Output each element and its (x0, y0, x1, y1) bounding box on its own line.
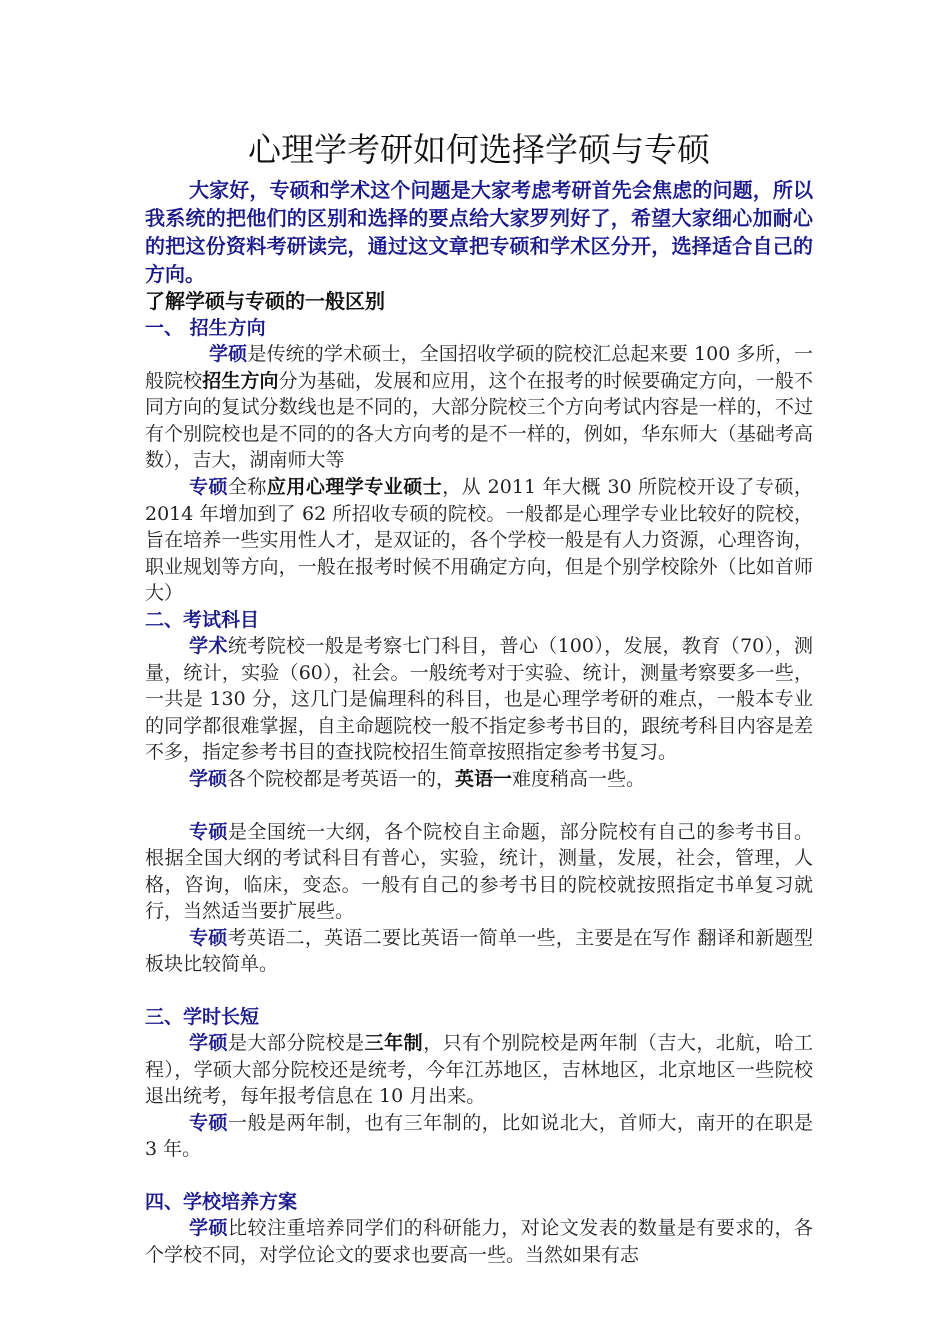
keyword: 专硕 (189, 820, 229, 843)
text: ，从 2011 年大概 30 所院校开设了专硕，2014 年增加到了 62 所招收专硕的院校。一般都是心理学专业比较好的院校，旨在培养一些实用性人才，是双证的，各个学校一般是有人力资源，心理咨询，职业规划等方向，一般在报考时候不用确定方向，但是个别学校除外（比如首师大） (145, 475, 813, 605)
keyword: 专硕 (189, 1111, 229, 1134)
paragraph-professional-enrollment (145, 474, 813, 607)
paragraph-academic-subjects (145, 633, 813, 766)
section-heading-training-plan: 四、学校培养方案 (145, 1191, 298, 1214)
section-heading-enrollment: 一、 招生方向 (145, 317, 266, 339)
paragraph-professional-subjects (145, 819, 813, 925)
text: 分为基础，发展和应用，这个在报考的时候要确定方向，一般不同方向的复试分数线也是不同的，大部分院校三个方向考试内容是一样的，不过有个别院校也是不同的的各大方向考的是不一样的，例如，华东师大（基础考高数），吉大，湖南师大等 (145, 369, 813, 472)
keyword: 学硕 (189, 1217, 229, 1240)
keyword: 专硕 (189, 926, 228, 949)
keyword: 学硕 (189, 1032, 229, 1055)
text: 是传统的学术硕士，全国招收学硕的院校汇总起来要 100 多所，一般院校 (145, 343, 813, 392)
text: 考英语二，英语二要比英语一简单一些，主要是在写作 翻译和新题型板块比较简单。 (145, 926, 813, 976)
text: 一般是两年制，也有三年制的，比如说北大，首师大，南开的在职是 3 年。 (145, 1111, 813, 1161)
section-heading-duration: 三、学时长短 (145, 1006, 260, 1029)
text: 比较注重培养同学们的科研能力，对论文发表的数量是有要求的，各个学校不同，对学位论文的要求也要高一些。当然如果有志 (145, 1217, 813, 1266)
paragraph-academic-enrollment (145, 341, 813, 474)
keyword: 学术 (189, 634, 228, 657)
blank-line (145, 1163, 813, 1189)
document-page (145, 128, 813, 1268)
text: 难度稍高一些。 (512, 767, 646, 790)
page-title: 心理学考研如何选择学硕与专硕 (248, 130, 710, 169)
bold-term: 三年制 (364, 1032, 424, 1055)
text: 是大部分院校是 (228, 1032, 365, 1055)
main-heading: 了解学硕与专硕的一般区别 (145, 289, 385, 313)
bold-term: 英语一 (455, 767, 513, 790)
intro-paragraph: 大家好，专硕和学术这个问题是大家考虑考研首先会焦虑的问题，所以我系统的把他们的区别和选择的要点给大家罗列好了，希望大家细心加耐心的把这份资料考研读完，通过这文章把专硕和学术区分开，选择适合自己的方向。 (145, 178, 813, 286)
bold-term: 应用心理学专业硕士 (266, 475, 443, 498)
paragraph-academic-duration (145, 1030, 813, 1110)
keyword: 学硕 (209, 343, 248, 365)
keyword: 专硕 (189, 475, 228, 498)
blank-line (145, 978, 813, 1004)
text: 各个院校都是考英语一的， (227, 767, 456, 790)
paragraph-academic-training (145, 1215, 813, 1268)
paragraph-professional-english (145, 925, 813, 978)
text: 全称 (227, 475, 267, 498)
text: 统考院校一般是考察七门科目，普心（100），发展，教育（70），测量，统计，实验（60），社会。一般统考对于实验、统计，测量考察要多一些，一共是 130 分，这几门是偏理科的科目，也是心理学考研的难点，一般本专业的同学都很难掌握，自主命题院校一般不指定参考书目的，跟统考科目内容是差不多，指定参考书目的查找院校招生简章按照指定参考书复习。 (145, 634, 813, 764)
paragraph-academic-english (145, 766, 813, 793)
blank-line (145, 793, 813, 819)
text: 是全国统一大纲，各个院校自主命题，部分院校有自己的参考书目。根据全国大纲的考试科目有普心，实验，统计，测量，发展，社会，管理，人格，咨询，临床，变态。一般有自己的参考书目的院校就按照指定书单复习就行，当然适当要扩展些。 (145, 820, 813, 923)
section-heading-exam-subjects: 二、考试科目 (145, 608, 260, 631)
paragraph-professional-duration (145, 1110, 813, 1163)
bold-term: 招生方向 (202, 369, 279, 392)
text: ，只有个别院校是两年制（吉大，北航，哈工程），学硕大部分院校还是统考，今年江苏地区，吉林地区，北京地区一些院校退出统考，每年报考信息在 10 月出来。 (145, 1032, 813, 1108)
keyword: 学硕 (189, 767, 228, 790)
